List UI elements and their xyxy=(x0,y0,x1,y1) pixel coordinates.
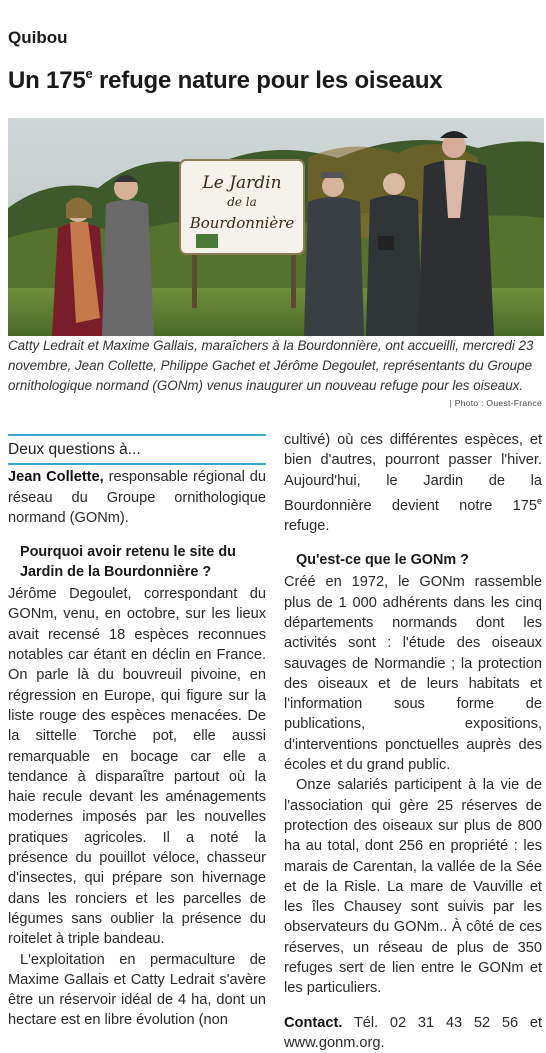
answer-1-paragraph-1: Jérôme Degoulet, correspondant du GONm, venu, en octobre, sur les lieux avait recensé 18 espèces reconnues notables car étant en déclin en France. On parle là du bouvreuil pivoine, en régression en Europe, qui figure sur la liste rouge des espèces menacées. De la sittelle Torche pot, elle aussi remarquable en bocage car elle a tendance à disparaître partout où la haie recule devant les aménagements modernes imposés par les nouvelles pratiques agricoles. Il a noté la présence du pouillot véloce, chasseur d'insectes, qui prépare son hivernage dans les ronciers et les parcelles de légumes sans oublier la présence du roitelet à triple bandeau. xyxy=(8,586,266,948)
contact-text: Tél. 02 31 43 52 56 et www.gonm.org. xyxy=(284,1014,542,1051)
sign-line1: Le Jardin xyxy=(202,173,282,193)
interviewee-name: Jean Collette, xyxy=(8,469,104,486)
contact-line xyxy=(284,1013,542,1053)
sign-line3: Bourdonnière xyxy=(189,214,295,232)
article-photo xyxy=(8,118,544,336)
contact-label: Contact. xyxy=(284,1014,343,1031)
answer-2-paragraph-1: Créé en 1972, le GONm rassemble plus de 1 000 adhérents dans les cinq départements normands dont les activités sont : l'étude des oiseaux sauvages de Normandie ; la protection des oiseaux et de leurs habitats et l'information sous forme de publications, expositions, d'interventions ponctuelles auprès des écoles et du grand public. xyxy=(284,574,542,774)
interviewee-intro xyxy=(8,467,266,528)
question-1: Pourquoi avoir retenu le site du Jardin de la Bourdonnière ? xyxy=(20,544,236,581)
answer-1-paragraph-2: L'exploitation en permaculture de Maxime Gallais et Catty Ledrait s'avère être un réservoir idéal de 4 ha, dont un hectare est en libre évolution (non xyxy=(8,951,266,1029)
question-2: Qu'est-ce que le GONm ? xyxy=(296,552,469,569)
column-left xyxy=(8,436,266,1031)
headline-sup: e xyxy=(85,66,93,81)
a1-cont-sup: e xyxy=(536,495,542,506)
kicker: Quibou xyxy=(8,28,68,47)
photo-credit: | Photo : Ouest-France xyxy=(449,398,542,408)
column-right xyxy=(284,430,542,1053)
a1-cont-end: refuge. xyxy=(284,518,330,535)
section-title: Deux questions à... xyxy=(8,436,266,465)
headline-main: Un 175 xyxy=(8,67,86,94)
answer-2-paragraph-2: Onze salariés participent à la vie de l'association qui gère 25 réserves de protection des oiseaux sur plus de 800 ha au total, dont 256 en propriété : les marais de Carentan, la vallée de la Sée et de la Risle. La mare de Vauville et les îles Chausey sont suivis par les observateurs du GONm.. À côté de ces réserves, un réseau de plus de 350 refuges sert de lien entre le GONm et les particuliers. xyxy=(284,777,542,997)
headline xyxy=(8,66,442,95)
sign-line2: de la xyxy=(227,195,257,209)
interviewee-desc: responsable régional du réseau du Groupe ornithologique normand (GONm). xyxy=(8,469,267,526)
a1-cont: cultivé) où ces différentes espèces, et bien d'autres, pourront passer l'hiver. Aujourd'hui, le Jardin de la Bourdonnière devient notre 175 xyxy=(284,432,542,514)
headline-rest: refuge nature pour les oiseaux xyxy=(92,67,443,94)
photo-caption: Catty Ledrait et Maxime Gallais, maraîchers à la Bourdonnière, ont accueilli, mercredi 23 novembre, Jean Collette, Philippe Gachet et Jérôme Degoulet, représentants du Groupe ornithologique normand (GONm) venus inaugurer un nouveau refuge pour les oiseaux. xyxy=(8,338,534,393)
answer-1-paragraph-2-continued xyxy=(284,430,542,536)
gonm-logo-icon xyxy=(196,234,218,248)
